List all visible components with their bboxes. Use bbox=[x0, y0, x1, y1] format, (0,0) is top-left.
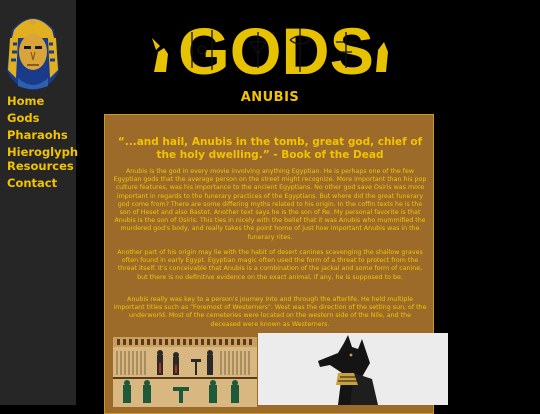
gods-logo bbox=[150, 12, 390, 80]
nav-item-gods[interactable]: Gods bbox=[7, 111, 40, 125]
tutankhamun-mask-image bbox=[4, 8, 62, 92]
paragraph-origin: Anubis is the god in every movie involving anything Egyptian. He is perhaps one of the few Egyptian gods that the average person on the street might recognize. More important than his pop culture features, was his importance to the ancient Egyptians. No other god save Osiris was more important in regards to the funerary practices of the Egyptians. But where did the great funerary god come from? There are some differing myths related to his origin. In the coffin texts he is the son of Heset and also Bastet. Another text says he is the son of Re. My personal favorite is that Anubis is the son of Osiris. This ties in nicely with the belief that it was Anubis who mummified the murdered god's body, and really takes the point home of just how important Anubis was in the funerary rites. bbox=[113, 168, 427, 241]
paragraph-afterlife: Anubis really was key to a person's journey into and through the afterlife. He held multiple important titles such as "Foremost of Westerners". West was the direction of the setting sun, of the underworld. Most of the cemeteries were located on the western side of the Nile, and the deceased were known as Westerners. bbox=[113, 296, 427, 328]
page-title: ANUBIS bbox=[240, 90, 300, 105]
nav-item-hieroglyph-resources[interactable]: Hieroglyph Resources bbox=[7, 145, 79, 173]
sidebar bbox=[0, 0, 79, 405]
svg-text:GODS: GODS bbox=[178, 14, 374, 80]
paragraph-canines: Another part of his origin may lie with the habit of desert canines scavenging the shallow graves often found in early Egypt. Egyptian magic often used the form of a threat to protect from the threat itself. It's conceivable that Anubis is a combination of the jackal and some form of canine, but there is no definitive evidence on the exact animal, if any, he is supposed to be. bbox=[117, 249, 423, 281]
nav-item-home[interactable]: Home bbox=[7, 94, 45, 108]
nav-item-pharaohs[interactable]: Pharaohs bbox=[7, 128, 68, 142]
main-nav bbox=[7, 94, 78, 193]
anubis-statue-image bbox=[258, 333, 448, 405]
nav-item-contact[interactable]: Contact bbox=[7, 176, 58, 190]
book-of-dead-quote: “...and hail, Anubis in the tomb, great god, chief of the holy dwelling.” - Book of the Dead bbox=[117, 136, 423, 161]
papyrus-image bbox=[113, 337, 257, 407]
